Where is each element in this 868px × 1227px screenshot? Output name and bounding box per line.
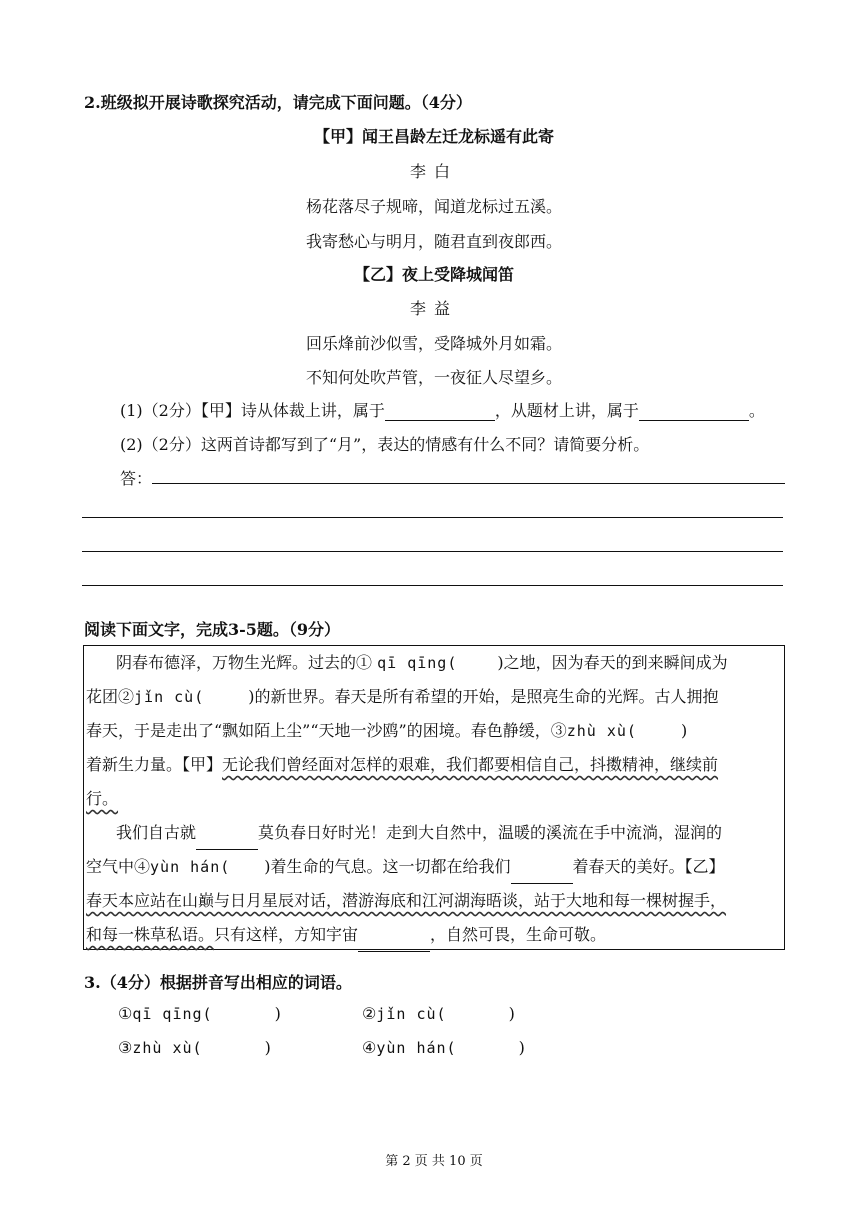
passage-text: )着生命的气息。这一切都在给我们 xyxy=(264,857,511,876)
item-number: ① xyxy=(118,1004,133,1023)
item-close-paren: ) xyxy=(274,1004,281,1023)
passage-line-1 xyxy=(86,646,780,680)
answer-blank-theme[interactable] xyxy=(639,404,749,421)
passage-sentence-yi: 春天本应站在山巅与日月星辰对话，潜游海底和江河湖海晤谈，站于大地和每一棵树握手， xyxy=(86,891,727,910)
passage-text: ) xyxy=(680,721,688,740)
sub-question-1 xyxy=(120,398,765,421)
pinyin-yun-han: yùn hán( xyxy=(150,858,231,876)
passage-text: )的新世界。春天是所有希望的开始，是照亮生命的光辉。古人拥抱 xyxy=(248,687,719,706)
pinyin-zhu-xu: zhù xù( xyxy=(566,722,637,740)
answer-line-1[interactable] xyxy=(152,483,785,484)
item-close-paren: ) xyxy=(518,1038,525,1057)
passage-text: 着新生力量。【甲】 xyxy=(86,755,223,774)
reading-passage-box xyxy=(83,645,785,950)
pinyin-jin-cu: jǐn cù( xyxy=(134,688,205,706)
poem-2-line-1: 回乐烽前沙似雪，受降城外月如霜。 xyxy=(305,334,562,353)
item-pinyin: jǐn cù( xyxy=(376,1005,447,1023)
pinyin-item-2 xyxy=(362,1004,515,1023)
passage-line-2 xyxy=(86,680,780,714)
passage-blank-1[interactable] xyxy=(196,833,258,850)
passage-blank-2[interactable] xyxy=(511,867,573,884)
item-pinyin: zhù xù( xyxy=(132,1039,203,1057)
passage-text: 空气中④ xyxy=(86,857,151,876)
item-close-paren: ) xyxy=(508,1004,515,1023)
item-pinyin: qī qīng( xyxy=(132,1005,213,1023)
passage-line-5 xyxy=(86,782,780,816)
answer-line-2[interactable] xyxy=(82,517,783,518)
poem-2-title: 【乙】夜上受降城闻笛 xyxy=(353,265,514,284)
item-number: ③ xyxy=(118,1038,133,1057)
page-footer: 第 2 页 共 10 页 xyxy=(385,1154,483,1169)
poem-1-title: 【甲】闻王昌龄左迁龙标遥有此寄 xyxy=(313,127,554,146)
passage-text: 阴春布德泽，万物生光辉。过去的① xyxy=(116,653,373,672)
sub-question-1-middle: ，从题材上讲，属于 xyxy=(494,401,639,420)
passage-text: 只有这样，方知宇宙 xyxy=(214,925,359,944)
item-pinyin: yùn hán( xyxy=(376,1039,457,1057)
poem-1-author: 李白 xyxy=(409,162,458,181)
passage-line-6 xyxy=(86,816,780,850)
sub-question-2: (2)（2分）这两首诗都写到了“月”，表达的情感有什么不同？请简要分析。 xyxy=(120,435,650,454)
sub-question-1-suffix: 。 xyxy=(748,401,765,420)
passage-text: )之地，因为春天的到来瞬间成为 xyxy=(497,653,728,672)
poem-1-line-1: 杨花落尽子规啼，闻道龙标过五溪。 xyxy=(305,197,562,216)
passage-sentence-yi-end: 和每一株草私语。 xyxy=(86,925,215,944)
poem-1-line-2: 我寄愁心与明月，随君直到夜郎西。 xyxy=(305,232,562,251)
passage-line-4 xyxy=(86,748,780,782)
item-number: ④ xyxy=(362,1038,377,1057)
item-number: ② xyxy=(362,1004,377,1023)
passage-line-3 xyxy=(86,714,780,748)
passage-text: ，自然可畏，生命可敬。 xyxy=(430,925,607,944)
item-close-paren: ) xyxy=(264,1038,271,1057)
poem-2-line-2: 不知何处吹芦管，一夜征人尽望乡。 xyxy=(305,368,562,387)
passage-text: 花团② xyxy=(86,687,135,706)
passage-text: 我们自古就 xyxy=(116,823,197,842)
reading-title: 阅读下面文字，完成3-5题。（9分） xyxy=(84,620,341,639)
passage-blank-3[interactable] xyxy=(358,935,430,952)
question-2-title: 2.班级拟开展诗歌探究活动，请完成下面问题。（4分） xyxy=(84,93,472,112)
passage-text: 春天，于是走出了“飘如陌上尘”“天地一沙鸥”的困境。春色静缓，③ xyxy=(86,721,567,740)
pinyin-item-3 xyxy=(118,1038,271,1057)
pinyin-item-1 xyxy=(118,1004,281,1023)
question-3-title: 3.（4分）根据拼音写出相应的词语。 xyxy=(84,973,352,992)
passage-line-8 xyxy=(86,884,780,918)
answer-line-3[interactable] xyxy=(82,551,783,552)
answer-line-4[interactable] xyxy=(82,585,783,586)
passage-sentence-jia-end: 行。 xyxy=(86,789,119,808)
passage-line-9 xyxy=(86,918,780,952)
passage-text: 着春天的美好。【乙】 xyxy=(572,857,725,876)
sub-question-1-prefix: (1)（2分）【甲】诗从体裁上讲，属于 xyxy=(120,401,385,420)
answer-label: 答： xyxy=(120,469,153,488)
poem-2-author: 李益 xyxy=(409,299,458,318)
passage-line-7 xyxy=(86,850,780,884)
answer-blank-genre[interactable] xyxy=(385,404,495,421)
passage-text: 莫负春日好时光！走到大自然中，温暖的溪流在手中流淌，湿润的 xyxy=(258,823,723,842)
pinyin-qi-qing: qī qīng( xyxy=(377,654,458,672)
passage-sentence-jia: 无论我们曾经面对怎样的艰难，我们都要相信自己，抖擞精神，继续前 xyxy=(222,755,719,774)
pinyin-item-4 xyxy=(362,1038,525,1057)
